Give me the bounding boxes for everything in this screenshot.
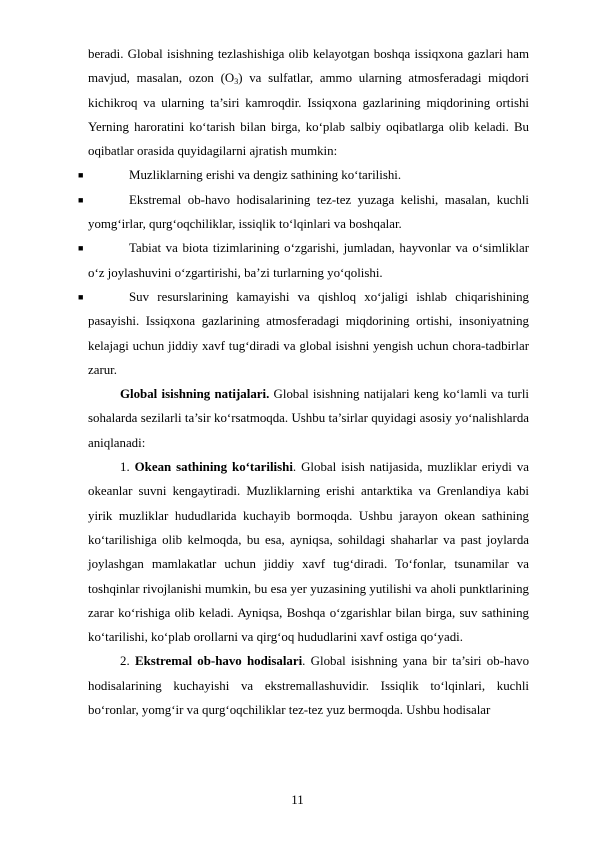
bullet-item [78, 163, 529, 187]
bullet-icon: ■ [78, 170, 84, 181]
subscript: 3 [234, 77, 239, 87]
paragraph-text: . Global isish natijasida, muzliklar eriydi va okeanlar suvni kengaytiradi. Muzliklarning erishi antarktika va Grenlandiya kabi yirik muzliklar hududlarida kuchayib bormoqda. Ushbu jarayon okean sathining ko‘tarilishiga olib kelmoqda, bu esa, ayniqsa, sohildagi shaharlar va past joylarda joylashgan mamlakatlar uchun jiddiy xavf tug‘diradi. To‘fonlar, tsunamilar va toshqinlar rivojlanishi mumkin, bu esa yer yuzasining yutilishi va aholi punktlarining zarar ko‘rishiga olib keladi. Ayniqsa, Boshqa o‘zgarishlar bilan birga, suv sathining ko‘tarilishi, ko‘plab orollarni va qirg‘oq hududlarini xavf ostiga qo‘yadi. [88, 460, 529, 645]
bullet-item [78, 188, 529, 237]
bullet-icon: ■ [78, 243, 84, 254]
document-body [78, 42, 530, 722]
bullet-text: Ekstremal ob-havo hodisalarining tez-tez yuzaga kelishi, masalan, kuchli yomg‘irlar, qurg‘oqchiliklar, issiqlik to‘lqinlari va boshqalar. [88, 192, 529, 232]
bullet-item [78, 285, 529, 382]
paragraph-text: Global isishning natijalari keng ko‘lamli va turli sohalarda sezilarli ta’sir ko‘rsatmoqda. Ushbu ta’sirlar quyidagi asosiy yo‘nalishlarda aniqlanadi: [88, 387, 529, 450]
bullet-item [78, 236, 529, 285]
list-item-extreme-weather [88, 649, 529, 722]
paragraph-text: ) va sulfatlar, ammo ularning atmosferadagi miqdori kichikroq va ularning ta’siri kamroqdir. Issiqxona gazlarining miqdorining ortishi Yerning haroratini ko‘tarish bilan birga, ko‘plab salbiy oqibatlarga olib keladi. Bu oqibatlar orasida quyidagilarni ajratish mumkin: [88, 71, 529, 159]
bullet-icon: ■ [78, 291, 84, 302]
list-number: 2. [120, 654, 135, 669]
list-item-heading: Ekstremal ob-havo hodisalari [134, 654, 303, 669]
list-number: 1. [120, 460, 135, 475]
bullet-text: Tabiat va biota tizimlarining o‘zgarishi, jumladan, hayvonlar va o‘simliklar o‘z joylashuvini o‘zgartirishi, ba’zi turlarning yo‘qolishi. [88, 241, 529, 280]
page-number: 11 [291, 793, 304, 807]
paragraph-text: beradi. Global isishning tezlashishiga olib kelayotgan boshqa issiqxona gazlari ham mavjud, masalan, ozon (O [88, 47, 529, 86]
paragraph-results [88, 382, 529, 455]
paragraph-text: . Global isishning yana bir ta’siri ob-havo hodisalarining kuchayishi va ekstremallashuvidir. Issiqlik to‘lqinlari, kuchli bo‘ronlar, yomg‘ir va qurg‘oqchiliklar tez-tez yuz bermoqda. Ushbu hodisalar [88, 654, 530, 718]
section-heading: Global isishning natijalari. [120, 387, 270, 402]
paragraph-intro [88, 42, 529, 163]
bullet-text: Muzliklarning erishi va dengiz sathining ko‘tarilishi. [129, 168, 402, 183]
list-item-ocean-level [88, 455, 529, 649]
bullet-icon: ■ [78, 194, 84, 205]
list-item-heading: Okean sathining ko‘tarilishi [134, 460, 293, 475]
bullet-text: Suv resurslarining kamayishi va qishloq xo‘jaligi ishlab chiqarishining pasayishi. Issiqxona gazlarining atmosferadagi miqdorining ortishi, insoniyatning kelajagi uchun jiddiy xavf tug‘diradi va global isishni yengish uchun chora-tadbirlar zarur. [88, 289, 529, 377]
